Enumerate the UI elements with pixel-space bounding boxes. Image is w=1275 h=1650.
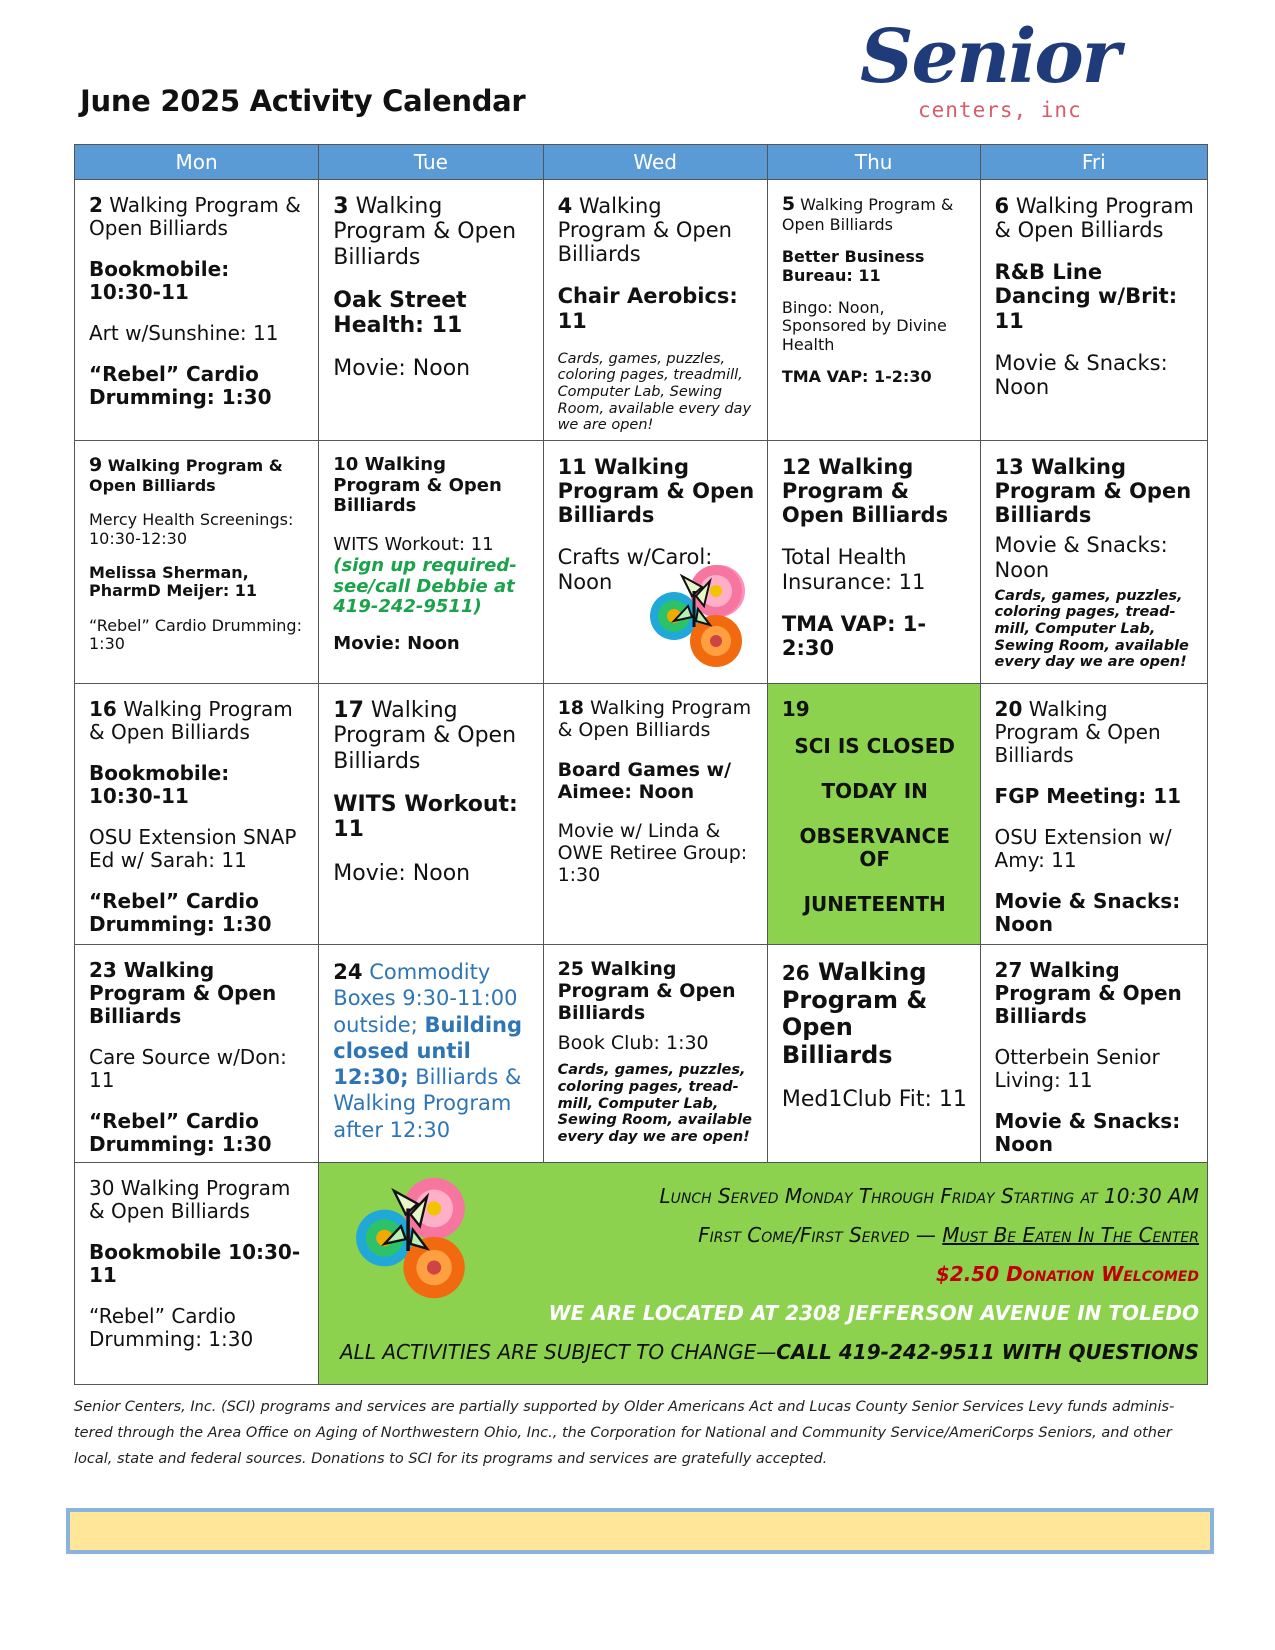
logo-script: Senior xyxy=(860,14,1119,100)
week-row xyxy=(75,441,1208,684)
header-fri: Fri xyxy=(980,145,1207,180)
page-title: June 2025 Activity Calendar xyxy=(80,84,526,118)
first-come-line: First Come/First Served — Must Be Eaten In The Center xyxy=(698,1223,1199,1248)
header-wed: Wed xyxy=(543,145,767,180)
day-cell-3: 3 Walking Program & Open Billiards Oak Street Health: 11 Movie: Noon xyxy=(319,180,543,441)
funding-footer: Senior Centers, Inc. (SCI) programs and services are partially supported by Older Americans Act and Lucas County Senior Services Levy funds adminis-tered through the Area Office on Aging of Northwestern Ohio, Inc., the Corporation for National and Community Service/AmeriCorps Seniors, and other local, state and federal sources. Donations to SCI for its programs and services are gratefully accepted. xyxy=(74,1399,1175,1467)
day-cell-24: 24 Commodity Boxes 9:30-11:00 outside; Building closed until 12:30; Billiards & Walking Program after 12:30 xyxy=(319,945,543,1163)
change-notice-line: ALL ACTIVITIES ARE SUBJECT TO CHANGE—CALL 419-242-9511 WITH QUESTIONS xyxy=(340,1340,1199,1365)
day-cell-23: 23 Walking Program & Open Billiards Care Source w/Don: 11 “Rebel” Cardio Drumming: 1:30 xyxy=(75,945,319,1163)
weekday-header-row xyxy=(75,145,1208,180)
logo-subtitle: centers, inc xyxy=(918,98,1082,122)
donation-line: $2.50 Donation Welcomed xyxy=(935,1262,1199,1287)
day-cell-25: 25 Walking Program & Open Billiards Book Club: 1:30 Cards, games, puzzles, coloring pages, tread-mill, Computer Lab, Sewing Room, available every day we are open! xyxy=(543,945,767,1163)
senior-centers-logo xyxy=(860,14,1120,130)
week-row xyxy=(75,684,1208,945)
day-cell-20: 20 Walking Program & Open Billiards FGP Meeting: 11 OSU Extension w/ Amy: 11 Movie & Snacks: Noon xyxy=(980,684,1207,945)
day-cell-17: 17 Walking Program & Open Billiards WITS Workout: 11 Movie: Noon xyxy=(319,684,543,945)
day-cell-13: 13 Walking Program & Open Billiards Movie & Snacks: Noon Cards, games, puzzles, coloring pages, tread-mill, Computer Lab, Sewing Room, available every day we are open! xyxy=(980,441,1207,684)
week-row xyxy=(75,180,1208,441)
week-row xyxy=(75,945,1208,1163)
footer-box xyxy=(66,1508,1214,1554)
day-cell-26: 26 Walking Program & Open Billiards Med1Club Fit: 11 xyxy=(767,945,980,1163)
day-cell-30: 30 Walking Program & Open Billiards Bookmobile 10:30-11 “Rebel” Cardio Drumming: 1:30 xyxy=(75,1163,319,1385)
calendar-table xyxy=(74,144,1208,1385)
butterfly-flower-icon xyxy=(644,561,754,671)
day-cell-10: 10 Walking Program & Open Billiards WITS Workout: 11 (sign up required- see/call Debbie at 419-242-9511) Movie: Noon xyxy=(319,441,543,684)
lunch-line: Lunch Served Monday Through Friday Starting at 10:30 AM xyxy=(659,1184,1199,1209)
day-cell-2: 2 Walking Program & Open Billiards Bookmobile: 10:30-11 Art w/Sunshine: 11 “Rebel” Cardio Drumming: 1:30 xyxy=(75,180,319,441)
day-cell-4: 4 Walking Program & Open Billiards Chair Aerobics: 11 Cards, games, puzzles, coloring pages, treadmill, Computer Lab, Sewing Room, available every day we are open! xyxy=(543,180,767,441)
week-row xyxy=(75,1163,1208,1385)
day-cell-18: 18 Walking Program & Open Billiards Board Games w/ Aimee: Noon Movie w/ Linda & OWE Retiree Group: 1:30 xyxy=(543,684,767,945)
day-cell-19-closed: 19 SCI IS CLOSED TODAY IN OBSERVANCE OF JUNETEENTH xyxy=(767,684,980,945)
day-cell-6: 6 Walking Program & Open Billiards R&B Line Dancing w/Brit: 11 Movie & Snacks: Noon xyxy=(980,180,1207,441)
day-cell-16: 16 Walking Program & Open Billiards Bookmobile: 10:30-11 OSU Extension SNAP Ed w/ Sarah: 11 “Rebel” Cardio Drumming: 1:30 xyxy=(75,684,319,945)
day-cell-11: 11 Walking Program & Open Billiards Crafts w/Carol: Noon xyxy=(543,441,767,684)
header-mon: Mon xyxy=(75,145,319,180)
butterfly-flower-icon xyxy=(349,1173,479,1303)
header-tue: Tue xyxy=(319,145,543,180)
day-cell-9: 9 Walking Program & Open Billiards Mercy Health Screenings: 10:30-12:30 Melissa Sherman, PharmD Meijer: 11 “Rebel” Cardio Drumming: 1:30 xyxy=(75,441,319,684)
day-cell-12: 12 Walking Program & Open Billiards Total Health Insurance: 11 TMA VAP: 1-2:30 xyxy=(767,441,980,684)
day-cell-5: 5 Walking Program & Open Billiards Better Business Bureau: 11 Bingo: Noon, Sponsored by Divine Health TMA VAP: 1-2:30 xyxy=(767,180,980,441)
day-cell-27: 27 Walking Program & Open Billiards Otterbein Senior Living: 11 Movie & Snacks: Noon xyxy=(980,945,1207,1163)
header-thu: Thu xyxy=(767,145,980,180)
lunch-notice-panel xyxy=(319,1163,1208,1385)
location-line: WE ARE LOCATED AT 2308 JEFFERSON AVENUE IN TOLEDO xyxy=(548,1301,1199,1326)
